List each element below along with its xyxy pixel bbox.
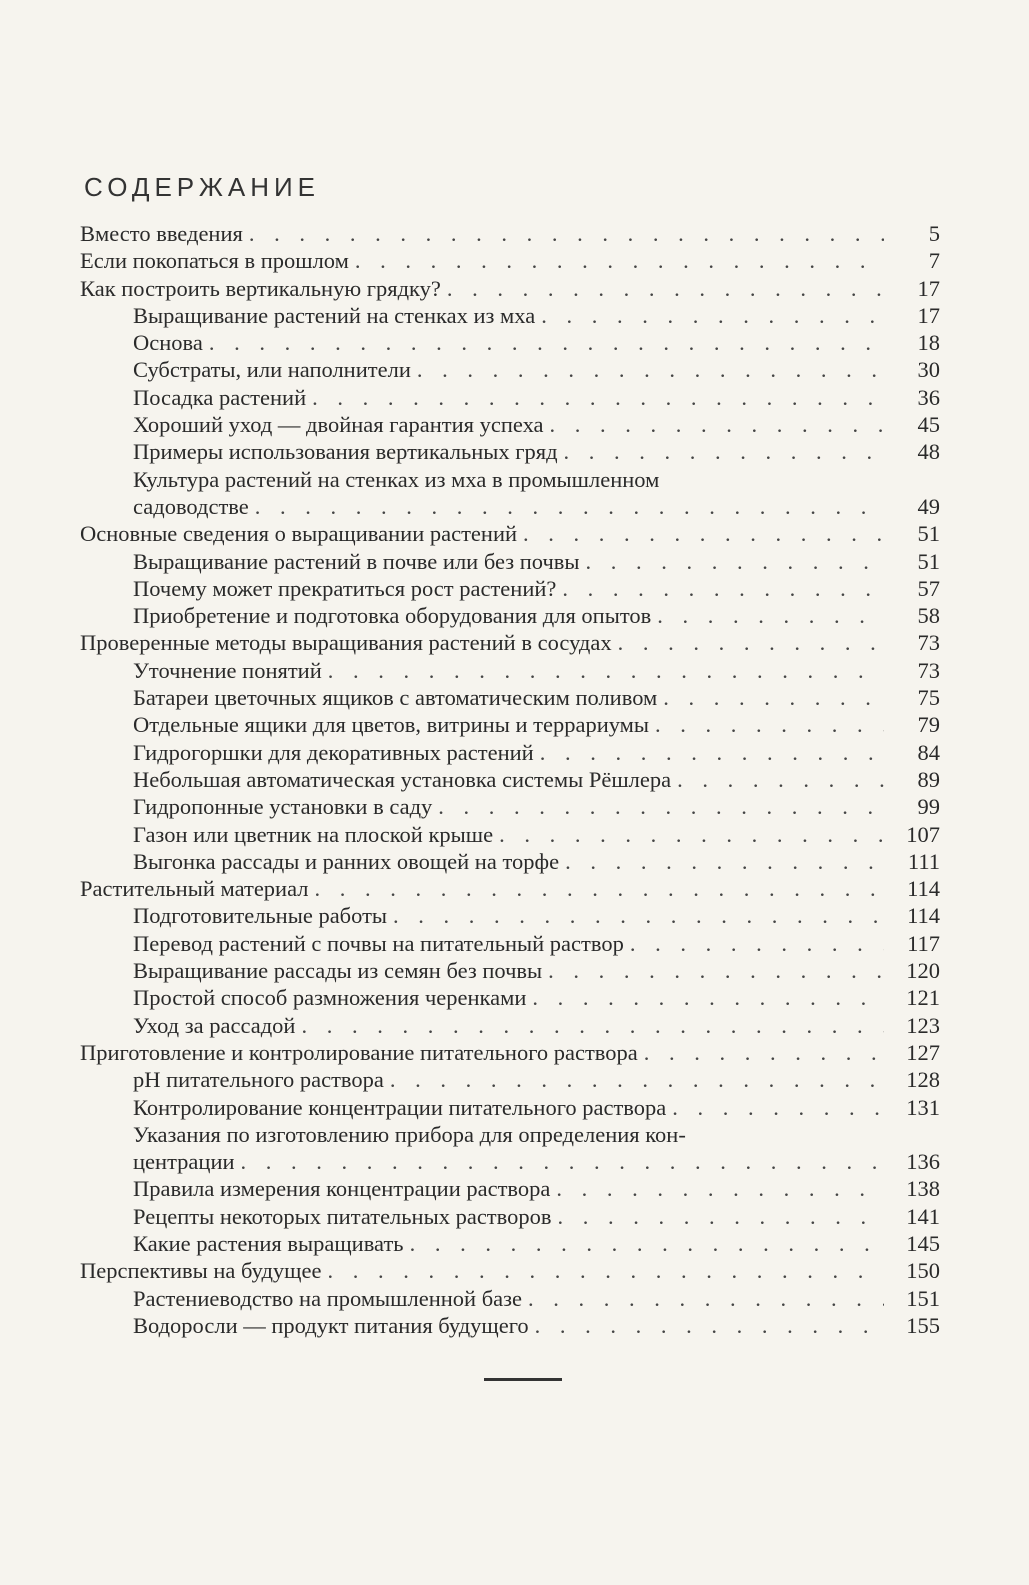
toc-entry-label: Рецепты некоторых питательных растворов <box>133 1203 552 1229</box>
toc-entry-label: Хороший уход — двойная гарантия успеха <box>133 412 544 438</box>
toc-entry-label: Перспективы на будущее <box>80 1258 322 1284</box>
toc-entry <box>80 1094 940 1121</box>
toc-entry <box>80 957 940 984</box>
toc-entry <box>80 548 940 575</box>
dot-leader <box>564 438 884 465</box>
toc-entry-page-number: 141 <box>906 1203 940 1229</box>
toc-entry-label: Гидрогоршки для декоративных растений <box>133 739 534 765</box>
toc-entry <box>80 1175 940 1202</box>
toc-entry-page-number: 79 <box>917 712 940 738</box>
toc-entry-label: Субстраты, или наполнители <box>133 357 411 383</box>
toc-entry-label: Если покопаться в прошлом <box>80 248 349 274</box>
dot-leader <box>657 602 884 629</box>
dot-leader <box>562 575 884 602</box>
toc-entry-label: Газон или цветник на плоской крыше <box>133 821 494 847</box>
toc-entry-page-number: 155 <box>906 1312 940 1338</box>
toc-entry-label: Основа <box>133 330 203 356</box>
toc-entry <box>80 1257 940 1284</box>
dot-leader <box>618 629 884 656</box>
toc-entry-label: Растениеводство на промышленной базе <box>133 1285 523 1311</box>
toc-entry-label: Простой способ размножения черенками <box>133 985 527 1011</box>
toc-entry <box>80 411 940 438</box>
toc-entry <box>80 329 940 356</box>
toc-entry-label: Контролирование концентрации питательного раствора <box>133 1094 667 1120</box>
toc-entry-label: Подготовительные работы <box>133 903 388 929</box>
toc-entry-label: Батареи цветочных ящиков с автоматическим поливом <box>133 685 658 711</box>
toc-entry-page-number: 131 <box>906 1094 940 1120</box>
toc-entry <box>80 1203 940 1230</box>
toc-entry <box>80 1121 940 1176</box>
toc-entry-page-number: 36 <box>917 384 940 410</box>
dot-leader <box>541 302 884 329</box>
dot-leader <box>249 220 884 247</box>
toc-entry-label: Почему может прекратиться рост растений? <box>133 575 557 601</box>
dot-leader <box>528 1285 884 1312</box>
dot-leader <box>655 711 884 738</box>
toc-entry-page-number: 58 <box>917 603 940 629</box>
toc-entry-label: Вместо введения <box>80 221 243 246</box>
toc-entry-label: Примеры использования вертикальных гряд <box>133 439 558 465</box>
toc-entry <box>80 1285 940 1312</box>
toc-entry-page-number: 111 <box>907 848 940 874</box>
toc-entry-label: pH питательного раствора <box>133 1067 384 1093</box>
dot-leader <box>532 984 884 1011</box>
dot-leader <box>523 520 884 547</box>
toc-entry-page-number: 18 <box>917 330 940 356</box>
toc-entry-page-number: 138 <box>906 1176 940 1202</box>
toc-entry-label: Отдельные ящики для цветов, витрины и террариумы <box>133 712 650 738</box>
toc-entry-page-number: 84 <box>917 739 940 765</box>
toc-entry-page-number: 99 <box>917 794 940 820</box>
toc-entry-label: Посадка растений <box>133 384 307 410</box>
toc-entry-page-number: 114 <box>907 876 940 902</box>
toc-entry <box>80 930 940 957</box>
toc-entry <box>80 848 940 875</box>
toc-entry-page-number: 123 <box>906 1012 940 1038</box>
toc-entry-label: Приобретение и подготовка оборудования для опытов <box>133 603 652 629</box>
dot-leader <box>312 384 884 411</box>
toc-entry-label: Растительный материал <box>80 876 309 902</box>
dot-leader <box>209 329 884 356</box>
dot-leader <box>390 1066 884 1093</box>
toc-entry-label: Проверенные методы выращивания растений в сосудах <box>80 630 612 656</box>
dot-leader <box>315 875 884 902</box>
toc-entry-page-number: 145 <box>906 1230 940 1256</box>
dot-leader <box>393 902 884 929</box>
dot-leader <box>548 957 884 984</box>
toc-entry-label: Уход за рассадой <box>133 1012 296 1038</box>
toc-entry <box>80 520 940 547</box>
toc-entry <box>80 875 940 902</box>
dot-leader <box>328 657 884 684</box>
toc-entry-label: Приготовление и контролирование питательного раствора <box>80 1039 638 1065</box>
dot-leader <box>630 930 884 957</box>
toc-entry <box>80 356 940 383</box>
toc-entry <box>80 1039 940 1066</box>
toc-entry <box>80 384 940 411</box>
toc-entry <box>80 275 940 302</box>
dot-leader <box>327 1257 884 1284</box>
dot-leader <box>355 247 884 274</box>
toc-entry-label: Гидропонные установки в саду <box>133 794 433 820</box>
dot-leader <box>301 1012 884 1039</box>
toc-entry <box>80 1230 940 1257</box>
dot-leader <box>557 1203 884 1230</box>
dot-leader <box>586 548 884 575</box>
dot-leader <box>438 793 884 820</box>
toc-entry-page-number: 117 <box>907 930 940 956</box>
toc-entry <box>80 1312 940 1339</box>
toc-entry <box>80 438 940 465</box>
toc-entry <box>80 793 940 820</box>
toc-entry-page-number: 51 <box>917 548 940 574</box>
toc-entry-label: Правила измерения концентрации раствора <box>133 1176 551 1202</box>
toc-entry <box>80 984 940 1011</box>
dot-leader <box>565 848 884 875</box>
toc-entry <box>80 1012 940 1039</box>
toc-entry-label: Перевод растений с почвы на питательный раствор <box>133 930 624 956</box>
toc-entry-page-number: 49 <box>917 493 940 519</box>
table-of-contents <box>80 220 940 1339</box>
toc-entry <box>80 766 940 793</box>
toc-entry-page-number: 150 <box>906 1258 940 1284</box>
toc-entry <box>80 821 940 848</box>
toc-entry <box>80 247 940 274</box>
toc-entry-page-number: 30 <box>917 357 940 383</box>
toc-entry <box>80 1066 940 1093</box>
toc-entry-page-number: 89 <box>917 766 940 792</box>
toc-entry-label: Основные сведения о выращивании растений <box>80 521 518 547</box>
dot-leader <box>672 1094 884 1121</box>
toc-entry-page-number: 51 <box>917 521 940 547</box>
toc-entry-page-number: 136 <box>906 1149 940 1175</box>
dot-leader <box>663 684 884 711</box>
page-title: СОДЕРЖАНИЕ <box>84 172 321 202</box>
toc-entry-page-number: 57 <box>917 575 940 601</box>
dot-leader <box>677 766 884 793</box>
toc-entry-page-number: 73 <box>917 630 940 656</box>
dot-leader <box>540 739 884 766</box>
dot-leader <box>499 821 884 848</box>
toc-entry-page-number: 17 <box>917 302 940 328</box>
toc-entry <box>80 466 940 521</box>
toc-entry <box>80 684 940 711</box>
toc-entry-label: Выращивание растений в почве или без почвы <box>133 548 580 574</box>
toc-entry-page-number: 128 <box>906 1067 940 1093</box>
toc-entry <box>80 302 940 329</box>
toc-entry-label: Выращивание растений на стенках из мха <box>133 302 536 328</box>
toc-entry-label: садоводстве <box>133 493 249 519</box>
dot-leader <box>550 411 884 438</box>
toc-entry-label: Как построить вертикальную грядку? <box>80 275 441 301</box>
toc-entry-page-number: 151 <box>906 1285 940 1311</box>
toc-entry <box>80 602 940 629</box>
toc-entry-label: Небольшая автоматическая установка системы Рёшлера <box>133 766 672 792</box>
toc-entry <box>80 739 940 766</box>
toc-entry-page-number: 73 <box>917 657 940 683</box>
toc-entry-label: Культура растений на стенках из мха в промышленном <box>133 466 660 492</box>
toc-entry-page-number: 120 <box>906 958 940 984</box>
toc-entry-label: Какие растения выращивать <box>133 1230 404 1256</box>
toc-entry-label: Выгонка рассады и ранних овощей на торфе <box>133 848 560 874</box>
dot-leader <box>644 1039 884 1066</box>
toc-entry-page-number: 17 <box>917 275 940 301</box>
toc-entry-label: Водоросли — продукт питания будущего <box>133 1312 529 1338</box>
dot-leader <box>556 1175 884 1202</box>
toc-entry-page-number: 7 <box>928 248 940 274</box>
toc-entry <box>80 220 940 247</box>
toc-entry-label: Выращивание рассады из семян без почвы <box>133 958 543 984</box>
dot-leader <box>447 275 884 302</box>
toc-entry-page-number: 48 <box>917 439 940 465</box>
toc-entry <box>80 657 940 684</box>
toc-entry <box>80 575 940 602</box>
dot-leader <box>410 1230 884 1257</box>
toc-entry-label: Указания по изготовлению прибора для определения кон- <box>133 1121 686 1147</box>
toc-entry-label: Уточнение понятий <box>133 657 322 683</box>
end-rule <box>484 1378 562 1381</box>
toc-entry-label: центрации <box>133 1149 235 1175</box>
dot-leader <box>241 1148 884 1175</box>
toc-entry <box>80 902 940 929</box>
toc-entry-page-number: 75 <box>917 685 940 711</box>
dot-leader <box>535 1312 884 1339</box>
toc-entry-page-number: 5 <box>928 221 940 246</box>
toc-entry-page-number: 114 <box>907 903 940 929</box>
toc-entry-page-number: 107 <box>906 821 940 847</box>
toc-entry-page-number: 45 <box>917 412 940 438</box>
dot-leader <box>417 356 884 383</box>
toc-entry <box>80 629 940 656</box>
toc-entry-page-number: 121 <box>906 985 940 1011</box>
toc-entry-page-number: 127 <box>906 1039 940 1065</box>
toc-entry <box>80 711 940 738</box>
dot-leader <box>255 493 884 520</box>
